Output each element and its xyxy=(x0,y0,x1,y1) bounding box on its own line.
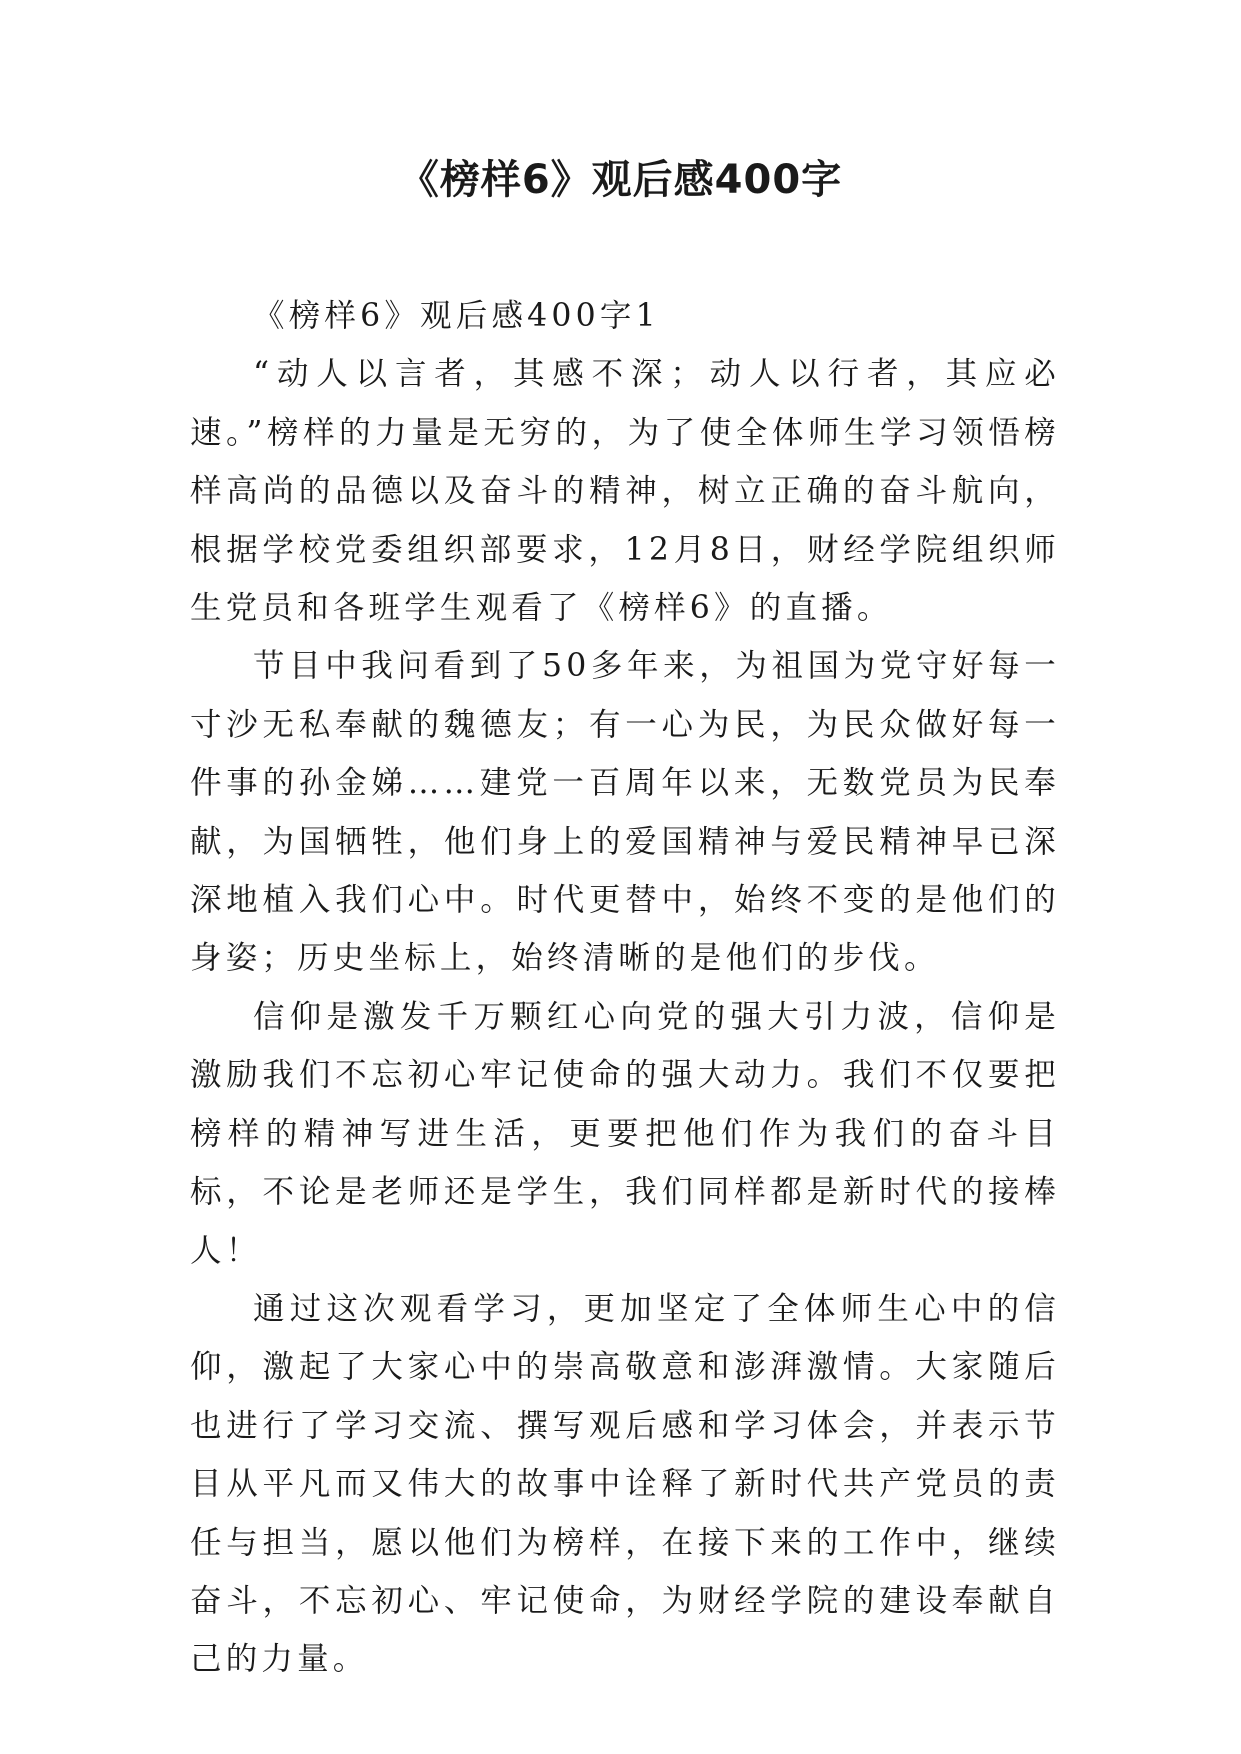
paragraph-1: “动人以言者，其感不深；动人以行者，其应必速。”榜样的力量是无穷的，为了使全体师生学习领悟榜样高尚的品德以及奋斗的精神，树立正确的奋斗航向，根据学校党委组织部要求，12月8日，财经学院组织师生党员和各班学生观看了《榜样6》的直播。 xyxy=(190,356,1060,627)
paragraph-2: 节目中我问看到了50多年来，为祖国为党守好每一寸沙无私奉献的魏德友；有一心为民，为民众做好每一件事的孙金娣……建党一百周年以来，无数党员为民奉献，为国牺牲，他们身上的爱国精神与爱民精神早已深深地植入我们心中。时代更替中，始终不变的是他们的身姿；历史坐标上，始终清晰的是他们的步伐。 xyxy=(190,648,1060,977)
document-title: 《榜样6》观后感400字 xyxy=(398,157,843,203)
document-body xyxy=(190,287,1060,1689)
section-heading: 《榜样6》观后感400字1 xyxy=(253,298,660,334)
paragraph-4: 通过这次观看学习，更加坚定了全体师生心中的信仰，激起了大家心中的崇高敬意和澎湃激情。大家随后也进行了学习交流、撰写观后感和学习体会，并表示节目从平凡而又伟大的故事中诠释了新时代共产党员的责任与担当，愿以他们为榜样，在接下来的工作中，继续奋斗，不忘初心、牢记使命，为财经学院的建设奉献自己的力量。 xyxy=(190,1290,1060,1678)
paragraph-3: 信仰是激发千万颗红心向党的强大引力波，信仰是激励我们不忘初心牢记使命的强大动力。我们不仅要把榜样的精神写进生活，更要把他们作为我们的奋斗目标，不论是老师还是学生，我们同样都是新时代的接棒人！ xyxy=(190,998,1060,1269)
